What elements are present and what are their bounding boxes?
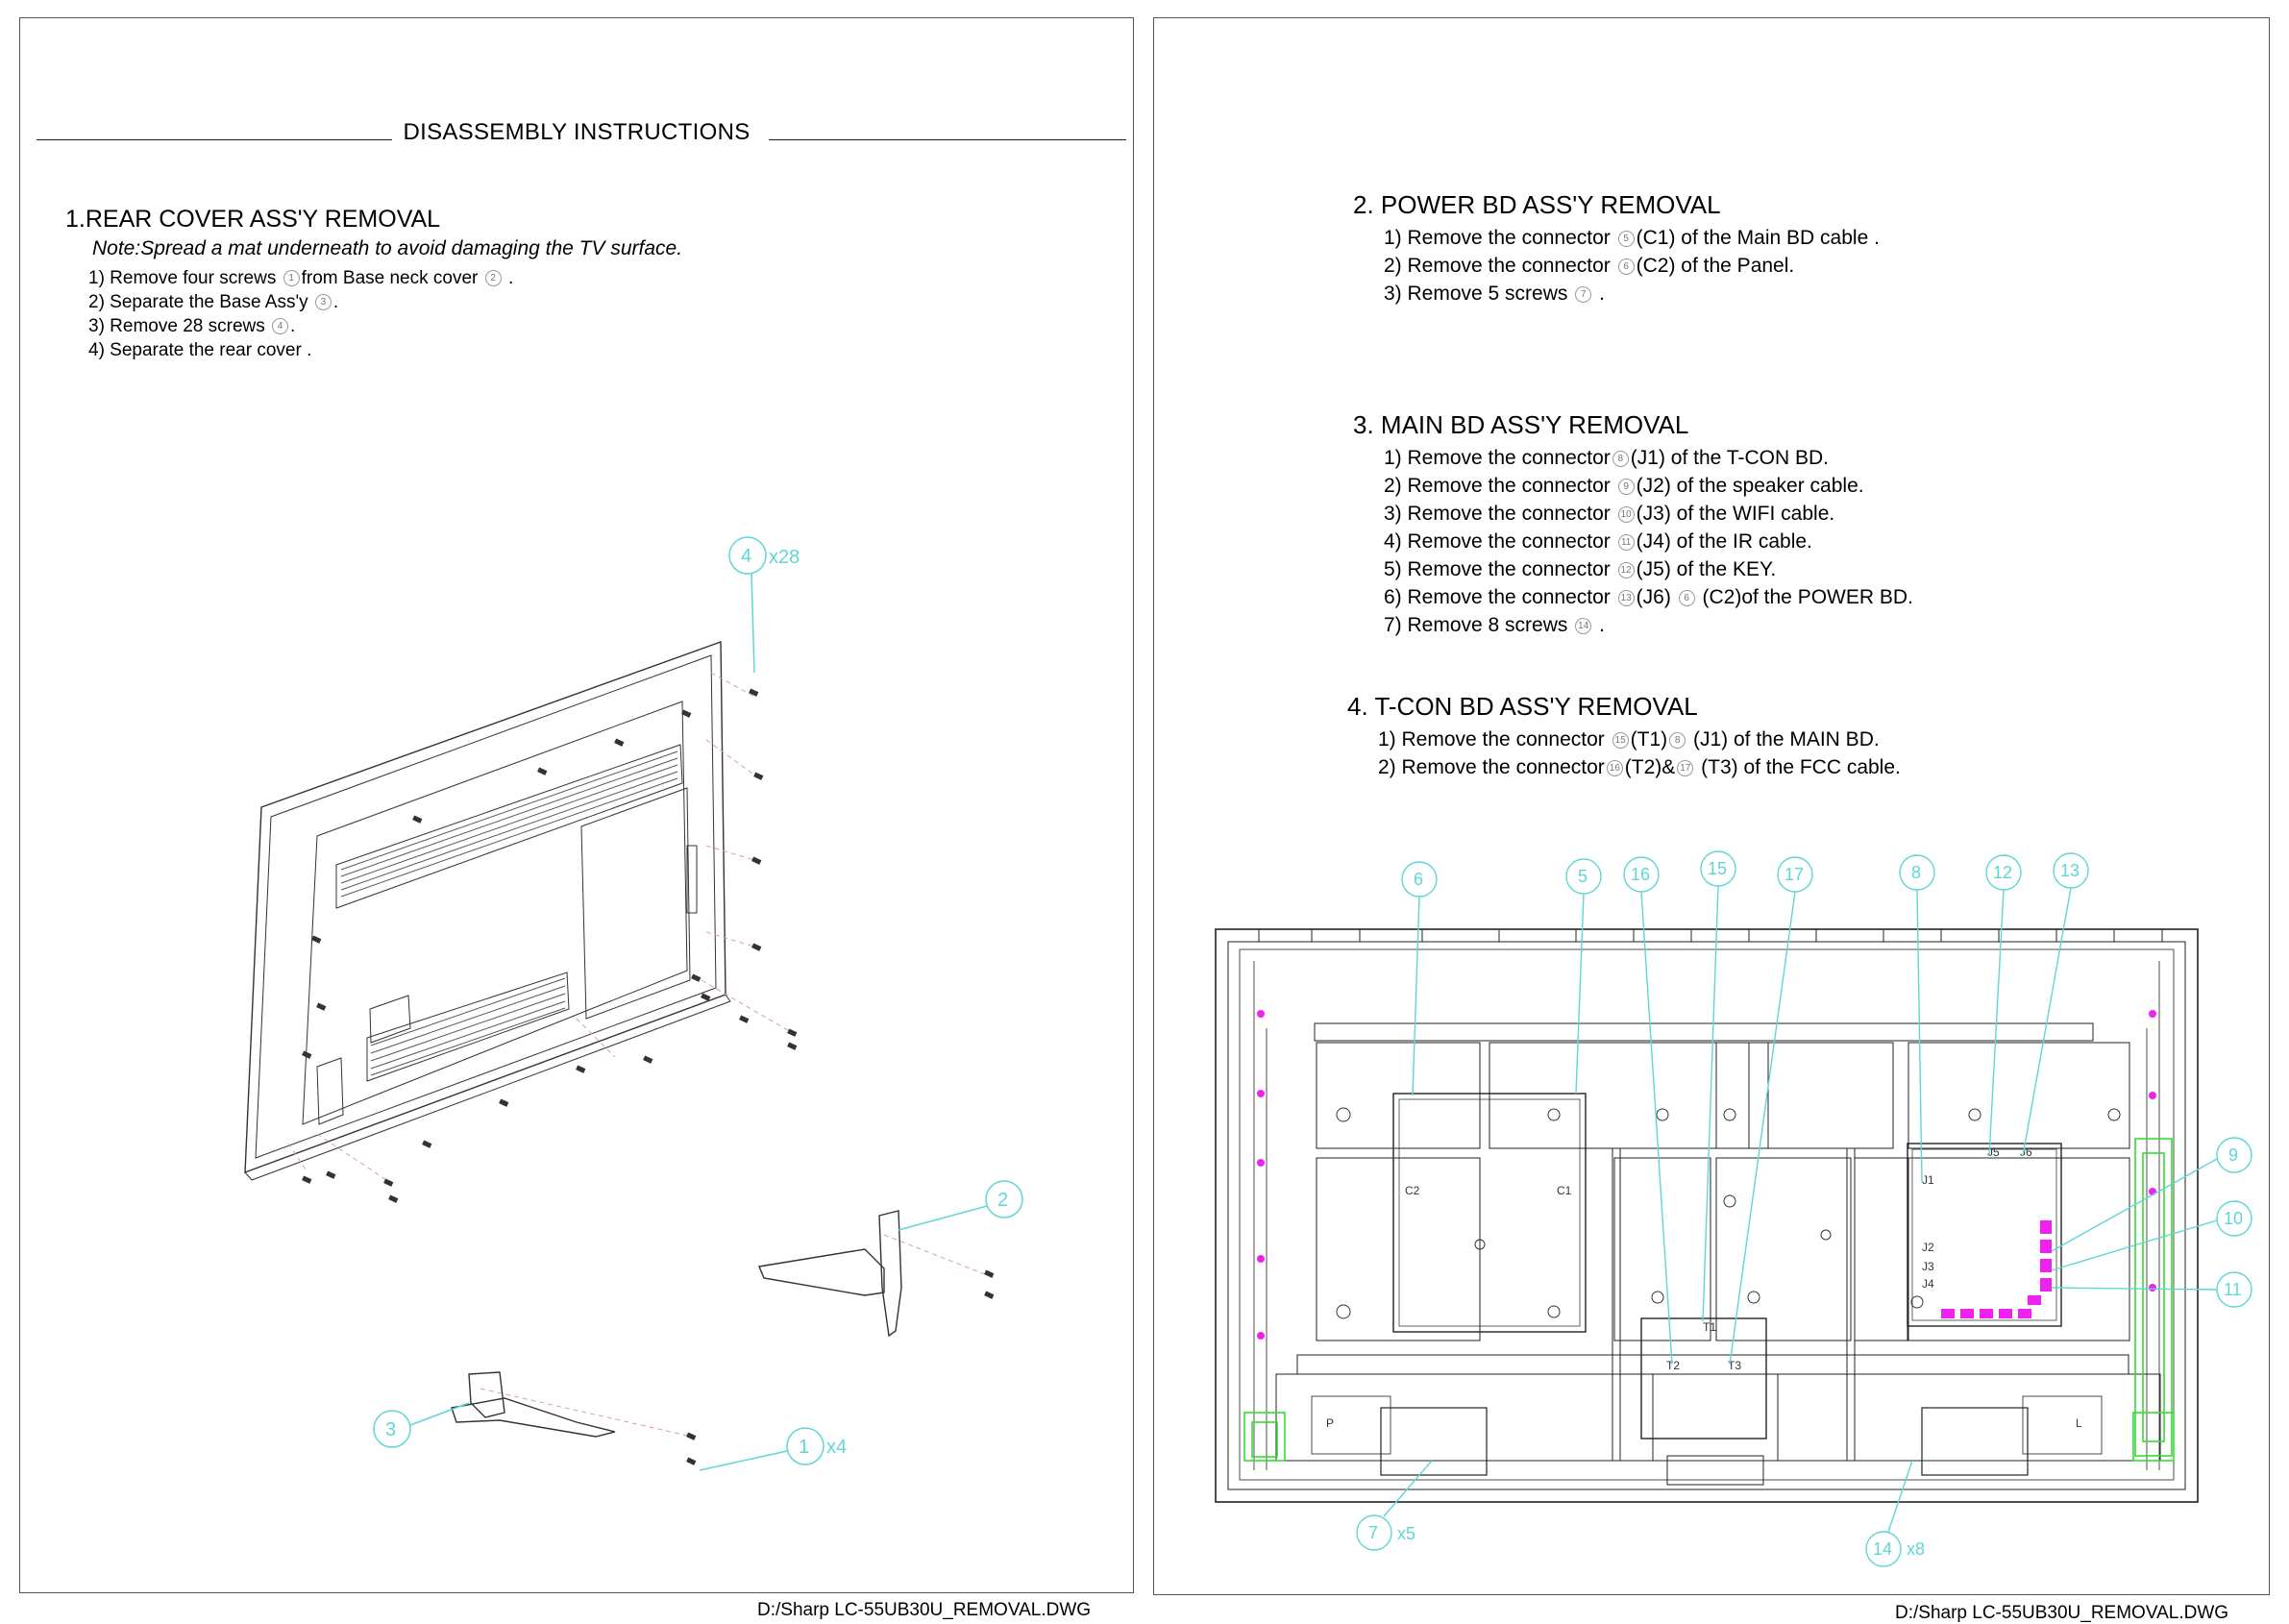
section-tcon-bd	[1347, 692, 1901, 781]
label-t2: T2	[1666, 1359, 1681, 1372]
callout-number: 7	[1575, 286, 1591, 303]
label-j1: J1	[1922, 1173, 1934, 1187]
callout-number: 13	[1618, 590, 1635, 606]
label-j6: J6	[2020, 1145, 2032, 1159]
callout-label: 5	[1578, 867, 1588, 886]
step-item: 2) Remove the connector 16 (T2)& 17 (T3) of the FCC cable.	[1378, 756, 1901, 778]
callout-number: 10	[1618, 506, 1635, 523]
callout-number: 15	[1612, 732, 1629, 749]
step-item: 3) Remove the connector 10 (J3) of the WIFI cable.	[1384, 503, 1835, 525]
callout-qty: x5	[1397, 1524, 1416, 1543]
section-power-bd	[1353, 190, 1880, 308]
callout-label: 15	[1708, 859, 1728, 878]
callout-label: 12	[1993, 863, 2013, 882]
callout-label: 11	[2224, 1280, 2242, 1299]
callout-qty: x8	[1907, 1539, 1926, 1559]
step-list	[1384, 224, 1880, 308]
label-t3: T3	[1728, 1359, 1742, 1372]
step-item: 7) Remove 8 screws 14 .	[1384, 614, 1605, 636]
callout-number: 9	[1618, 479, 1635, 495]
rear-cover-exploded-drawing	[0, 0, 1144, 1618]
step-item: 2) Remove the connector 6 (C2) of the Panel.	[1384, 255, 1795, 277]
step-item: 1) Remove the connector 8 (J1) of the T-CON BD.	[1384, 447, 1829, 469]
base-neck-cover	[759, 1211, 901, 1336]
highlight-magenta	[1257, 1010, 2156, 1340]
callout-label: 6	[1414, 870, 1424, 889]
step-item: 1) Remove the connector 15 (T1) 8 (J1) of the MAIN BD.	[1378, 728, 1880, 750]
callout-label: 14	[1873, 1539, 1893, 1559]
step-item: 4) Remove the connector 11 (J4) of the IR cable.	[1384, 530, 1812, 553]
callout-number: 4	[272, 318, 288, 334]
callout-number: 11	[1618, 534, 1635, 551]
callout-number: 8	[1612, 451, 1629, 467]
footer-filename-right: D:/Sharp LC-55UB30U_REMOVAL.DWG	[1895, 1603, 2229, 1623]
callout-label: 1	[799, 1437, 810, 1458]
callout-number: 8	[1669, 732, 1686, 749]
callout-number: 6	[1618, 258, 1635, 275]
speaker-left	[1381, 1408, 1487, 1475]
label-t1: T1	[1703, 1320, 1717, 1334]
step-item: 3) Remove 28 screws 4 .	[88, 316, 296, 336]
step-item: 1) Remove four screws 1 from Base neck cover 2 .	[88, 268, 514, 288]
speaker-right	[1922, 1408, 2028, 1475]
callout-label: 4	[741, 546, 752, 567]
callout-qty: x4	[826, 1437, 848, 1458]
callout-number: 2	[485, 270, 502, 286]
callout-number: 16	[1607, 760, 1623, 776]
base-assy	[452, 1372, 615, 1437]
step-item: 6) Remove the connector 13 (J6) 6 (C2)of the POWER BD.	[1384, 586, 1913, 608]
callout-qty: x28	[769, 547, 800, 568]
callout-label: 16	[1631, 865, 1651, 884]
label-j5: J5	[1987, 1145, 2000, 1159]
section-title: 3. MAIN BD ASS'Y REMOVAL	[1353, 410, 1689, 439]
label-c2: C2	[1405, 1184, 1420, 1197]
callout-number: 5	[1618, 231, 1635, 247]
callout-label: 10	[2224, 1209, 2244, 1228]
callout-label: 2	[997, 1190, 1009, 1211]
label-j2: J2	[1922, 1241, 1934, 1254]
label-p: P	[1326, 1416, 1335, 1430]
section-title: 4. T-CON BD ASS'Y REMOVAL	[1347, 692, 1698, 721]
header-title: DISASSEMBLY INSTRUCTIONS	[0, 119, 1153, 146]
callout-label: 9	[2228, 1145, 2239, 1165]
callout-label: 8	[1911, 863, 1922, 882]
label-j3: J3	[1922, 1260, 1934, 1273]
step-item: 4) Separate the rear cover .	[88, 340, 312, 360]
callout-number: 17	[1677, 760, 1693, 776]
label-c1: C1	[1557, 1184, 1572, 1197]
callout-number: 6	[1679, 590, 1695, 606]
callout-label: 13	[2060, 861, 2080, 880]
callout-number: 1	[283, 270, 300, 286]
step-list	[1378, 726, 1901, 781]
step-item: 1) Remove the connector 5 (C1) of the Main BD cable .	[1384, 227, 1880, 249]
callout-label: 3	[385, 1419, 397, 1440]
section-title: 2. POWER BD ASS'Y REMOVAL	[1353, 190, 1721, 219]
label-j4: J4	[1922, 1277, 1934, 1291]
section-main-bd	[1353, 410, 1913, 639]
label-l: L	[2076, 1416, 2082, 1430]
step-item: 2) Remove the connector 9 (J2) of the speaker cable.	[1384, 475, 1864, 497]
section-title: 1.REAR COVER ASS'Y REMOVAL	[65, 206, 441, 233]
step-list	[1384, 444, 1913, 639]
callout-label: 17	[1784, 865, 1805, 884]
callout-number: 12	[1618, 562, 1635, 578]
callout-label: 7	[1368, 1523, 1379, 1542]
step-item: 2) Separate the Base Ass'y 3 .	[88, 292, 339, 312]
footer-filename-left: D:/Sharp LC-55UB30U_REMOVAL.DWG	[757, 1600, 1092, 1620]
callout-number: 14	[1575, 618, 1591, 634]
step-item: 3) Remove 5 screws 7 .	[1384, 283, 1605, 305]
tcon-board	[1641, 1318, 1766, 1439]
board-layout-drawing	[1153, 836, 2270, 1586]
step-item: 5) Remove the connector 12 (J5) of the KEY.	[1384, 558, 1777, 580]
callout-number: 3	[315, 294, 332, 310]
section-note: Note:Spread a mat underneath to avoid damaging the TV surface.	[92, 237, 683, 259]
